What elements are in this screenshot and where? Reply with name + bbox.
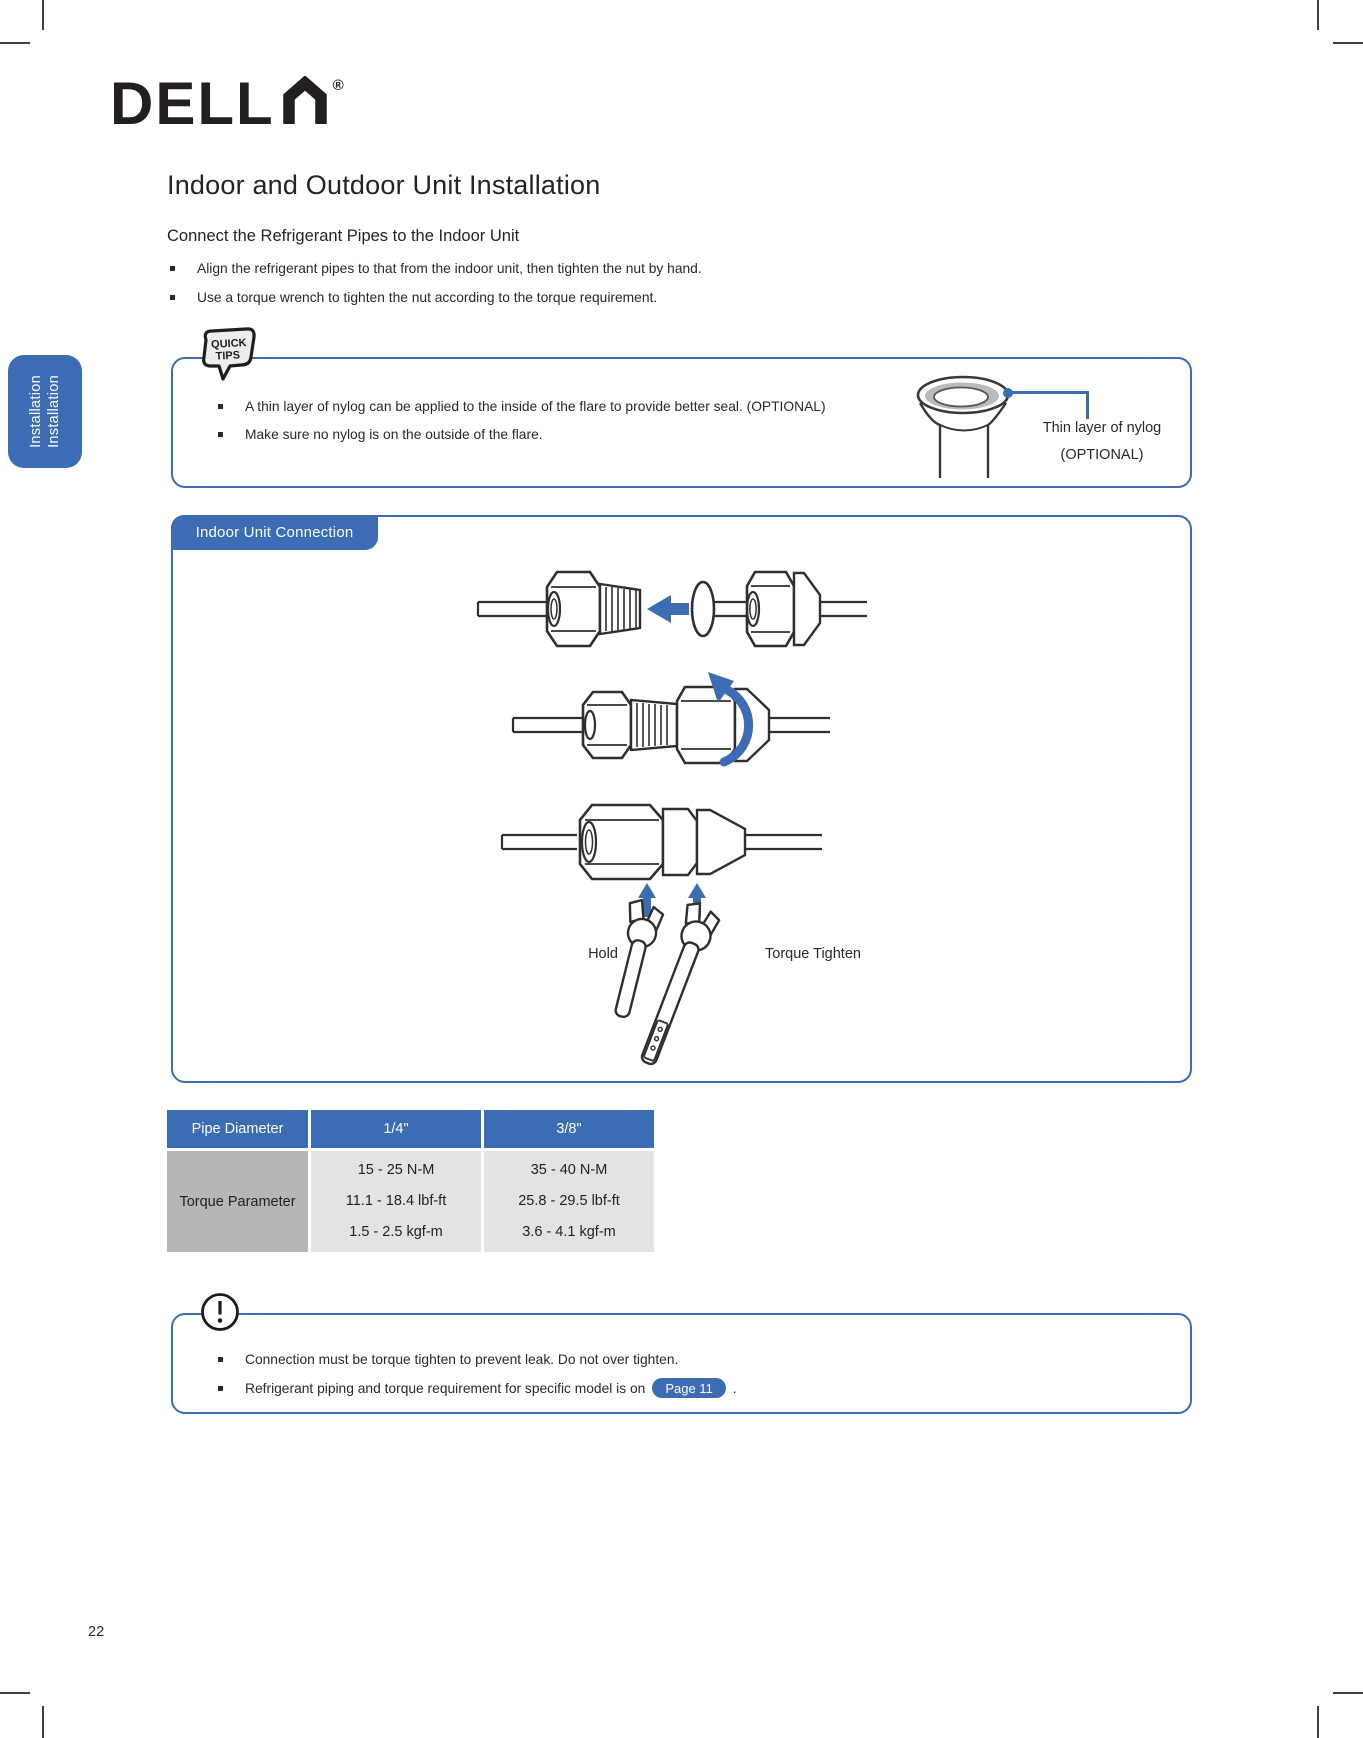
quick-tips-line1: QUICK: [210, 337, 247, 351]
caution-bullet: [218, 1352, 978, 1367]
table-header-cell: Pipe Diameter: [167, 1110, 308, 1148]
page-title: Indoor and Outdoor Unit Installation: [167, 170, 601, 200]
torque-tighten-label: Torque Tighten: [765, 946, 861, 962]
caution-bullet: [218, 1378, 1078, 1398]
brand-logo-text: DELL: [110, 70, 275, 137]
table-value-cell: [484, 1151, 654, 1252]
table-value-cell: [311, 1151, 481, 1252]
crop-mark: [0, 1692, 30, 1694]
sidebar-tab-installation: [8, 355, 82, 468]
bullet-text: Refrigerant piping and torque requirement for specific model is on: [245, 1380, 646, 1396]
table-row-label: Torque Parameter: [167, 1151, 308, 1252]
section-subtitle: Connect the Refrigerant Pipes to the Indoor Unit: [167, 227, 520, 245]
caution-icon: [198, 1290, 242, 1334]
bullet-text: Align the refrigerant pipes to that from the indoor unit, then tighten the nut by hand.: [197, 261, 702, 276]
instruction-bullet: [170, 289, 870, 306]
hold-label: Hold: [588, 946, 618, 962]
brand-logo: [110, 70, 344, 137]
crop-mark: [42, 0, 44, 30]
bullet-marker: [218, 1386, 223, 1391]
house-a-icon: [280, 76, 330, 124]
bullet-marker: [218, 404, 223, 409]
bullet-text: Connection must be torque tighten to prevent leak. Do not over tighten.: [245, 1352, 679, 1367]
registered-mark: ®: [332, 77, 344, 94]
crop-mark: [0, 42, 30, 44]
nylog-callout-text: Thin layer of nylog: [1042, 420, 1162, 436]
page-reference-badge: Page 11: [652, 1378, 725, 1398]
tip-bullet: [218, 398, 978, 415]
sidebar-tab-label: Installation: [28, 375, 44, 448]
bullet-marker: [170, 295, 175, 300]
torque-value: 11.1 - 18.4 lbf-ft: [345, 1193, 447, 1209]
crop-mark: [1333, 1692, 1363, 1694]
torque-value: 3.6 - 4.1 kgf-m: [522, 1224, 616, 1240]
crop-mark: [1317, 0, 1319, 30]
pipe-connection-diagram: [172, 515, 1192, 1081]
connection-tab-label: Indoor Unit Connection: [195, 524, 354, 541]
bullet-text-suffix: .: [732, 1380, 737, 1396]
nylog-callout-text: (OPTIONAL): [1060, 447, 1144, 463]
table-header-cell: 1/4": [311, 1110, 481, 1148]
torque-value: 25.8 - 29.5 lbf-ft: [518, 1193, 620, 1209]
torque-value: 15 - 25 N-M: [357, 1162, 435, 1178]
crop-mark: [1333, 42, 1363, 44]
table-header-cell: 3/8": [484, 1110, 654, 1148]
bullet-text: A thin layer of nylog can be applied to the inside of the flare to provide better seal. (OPTIONAL): [245, 399, 826, 414]
callout-line: [1086, 391, 1089, 419]
bullet-marker: [218, 432, 223, 437]
callout-line: [1008, 391, 1089, 394]
sidebar-tab-label: Installation: [45, 375, 62, 448]
bullet-marker: [218, 1357, 223, 1362]
bullet-text: Make sure no nylog is on the outside of the flare.: [245, 427, 543, 442]
torque-value: 35 - 40 N-M: [530, 1162, 608, 1178]
crop-mark: [42, 1706, 44, 1738]
instruction-bullet: [170, 260, 870, 277]
quick-tips-badge: [194, 326, 262, 390]
torque-table: [167, 1110, 654, 1252]
crop-mark: [1317, 1706, 1319, 1738]
page-number: 22: [88, 1624, 105, 1640]
bullet-text: Use a torque wrench to tighten the nut according to the torque requirement.: [197, 290, 658, 305]
bullet-marker: [170, 266, 175, 271]
torque-value: 1.5 - 2.5 kgf-m: [349, 1224, 443, 1240]
tip-bullet: [218, 426, 978, 443]
quick-tips-line2: TIPS: [215, 349, 241, 363]
